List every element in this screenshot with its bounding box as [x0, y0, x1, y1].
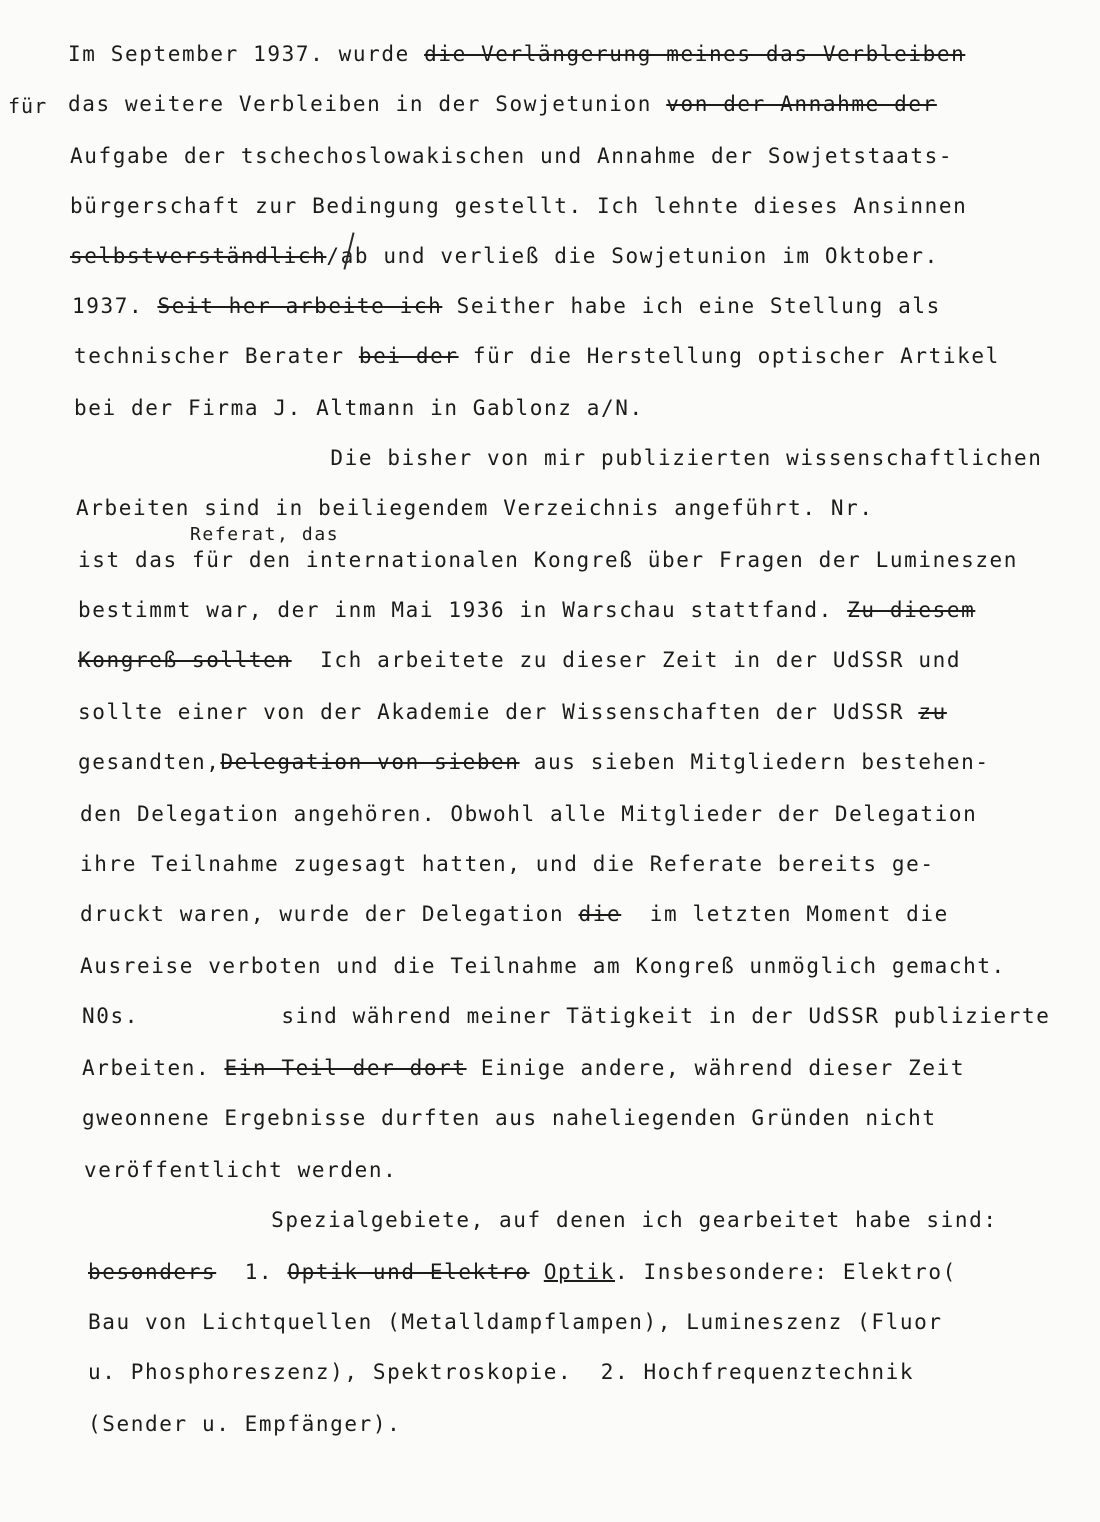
- struck-text: Delegation-von-sieben: [220, 750, 520, 774]
- text-span: u. Phosphoreszenz), Spektroskopie. 2. Hochfrequenztechnik: [88, 1360, 915, 1384]
- text-span: im letzten Moment die: [621, 902, 949, 926]
- struck-text: Zu-diesem: [847, 598, 976, 622]
- text-span: Spezialgebiete, auf denen ich gearbeitet habe sind:: [86, 1208, 998, 1232]
- struck-text: die: [578, 902, 622, 926]
- margin-note: für: [8, 94, 48, 118]
- text-line: [78, 702, 947, 723]
- struck-text: besonders: [88, 1260, 217, 1284]
- text-line: [78, 550, 1018, 571]
- struck-text: bei-der: [358, 344, 459, 368]
- text-line: [80, 956, 1006, 977]
- text-line: [88, 1414, 401, 1435]
- text-line: [74, 448, 1043, 469]
- text-line: [82, 1108, 937, 1129]
- struck-text: zu: [918, 700, 947, 724]
- text-line: [68, 44, 965, 65]
- text-line: [80, 854, 935, 875]
- text-line: [68, 94, 937, 115]
- text-line: [80, 804, 977, 825]
- text-span: N0s. sind während meiner Tätigkeit in der UdSSR publizierte: [82, 1004, 1051, 1028]
- text-span: Seither habe ich eine Stellung als: [442, 294, 941, 318]
- underlined-text: Optik: [543, 1260, 616, 1284]
- text-span: [530, 1260, 544, 1284]
- text-span: veröffentlicht werden.: [84, 1158, 398, 1182]
- text-span: gesandten,: [78, 750, 221, 774]
- interlinear-insertion: Referat, das: [190, 524, 340, 545]
- text-span: 1937.: [72, 294, 158, 318]
- text-span: aus sieben Mitgliedern bestehen-: [519, 750, 990, 774]
- text-line: [82, 1006, 1051, 1027]
- text-span: ist das für den internationalen Kongreß über Fragen der Lumineszen: [78, 548, 1019, 572]
- text-line: [88, 1262, 957, 1283]
- text-line: [70, 196, 967, 217]
- text-span: gweonnene Ergebnisse durften aus naheliegenden Gründen nicht: [82, 1106, 937, 1130]
- text-span: Einige andere, während dieser Zeit: [466, 1056, 966, 1080]
- text-span: bürgerschaft zur Bedingung gestellt. Ich lehnte dieses Ansinnen: [70, 194, 968, 218]
- text-span: den Delegation angehören. Obwohl alle Mitglieder der Delegation: [80, 802, 978, 826]
- text-line: [70, 246, 939, 267]
- text-line: [72, 296, 941, 317]
- text-line: [78, 650, 961, 671]
- text-span: Aufgabe der tschechoslowakischen und Annahme der Sowjetstaats-: [70, 144, 954, 168]
- struck-text: Optik-und-Elektro: [287, 1260, 530, 1284]
- text-line: [70, 146, 953, 167]
- text-span: 1.: [216, 1260, 288, 1284]
- struck-text: selbstverständlich: [70, 244, 327, 268]
- text-span: (Sender u. Empfänger).: [88, 1412, 402, 1436]
- text-span: Arbeiten.: [82, 1056, 225, 1080]
- text-line: [78, 752, 990, 773]
- text-line: [74, 346, 1000, 367]
- text-line: [74, 398, 644, 419]
- text-span: . Insbesondere: Elektro(: [615, 1260, 957, 1284]
- struck-text: die-Verlängerung-meines-das-Verbleiben: [424, 42, 966, 66]
- text-span: Bau von Lichtquellen (Metalldampflampen), Lumineszenz (Fluor: [88, 1310, 943, 1334]
- text-line: [76, 498, 874, 519]
- struck-text: von-der-Annahme-der: [666, 92, 937, 116]
- struck-text: Ein-Teil-der-dort: [224, 1056, 467, 1080]
- text-span: bestimmt war, der inm Mai 1936 in Warschau stattfand.: [78, 598, 848, 622]
- text-span: druckt waren, wurde der Delegation: [80, 902, 579, 926]
- text-span: Arbeiten sind in beiliegendem Verzeichnis angeführt. Nr.: [76, 496, 874, 520]
- text-span: /ab und verließ die Sowjetunion im Oktober.: [326, 244, 939, 268]
- text-span: Ich arbeitete zu dieser Zeit in der UdSSR und: [291, 648, 962, 672]
- text-span: Die bisher von mir publizierten wissenschaftlichen: [74, 446, 1043, 470]
- text-line: [80, 904, 949, 925]
- text-line: [88, 1362, 914, 1383]
- struck-text: Kongreß-sollten: [78, 648, 292, 672]
- text-line: [88, 1312, 943, 1333]
- text-span: sollte einer von der Akademie der Wissenschaften der UdSSR: [78, 700, 919, 724]
- text-span: bei der Firma J. Altmann in Gablonz a/N.: [74, 396, 644, 420]
- text-span: das weitere Verbleiben in der Sowjetunion: [68, 92, 667, 116]
- text-line: [78, 600, 975, 621]
- text-span: Im September 1937. wurde: [68, 42, 425, 66]
- text-line: [82, 1058, 965, 1079]
- text-line: [86, 1210, 998, 1231]
- struck-text: Seit-her-arbeite-ich: [157, 294, 443, 318]
- text-span: für die Herstellung optischer Artikel: [458, 344, 1000, 368]
- text-span: Ausreise verboten und die Teilnahme am Kongreß unmöglich gemacht.: [80, 954, 1006, 978]
- text-line: [84, 1160, 397, 1181]
- text-span: ihre Teilnahme zugesagt hatten, und die Referate bereits ge-: [80, 852, 935, 876]
- text-span: technischer Berater: [74, 344, 359, 368]
